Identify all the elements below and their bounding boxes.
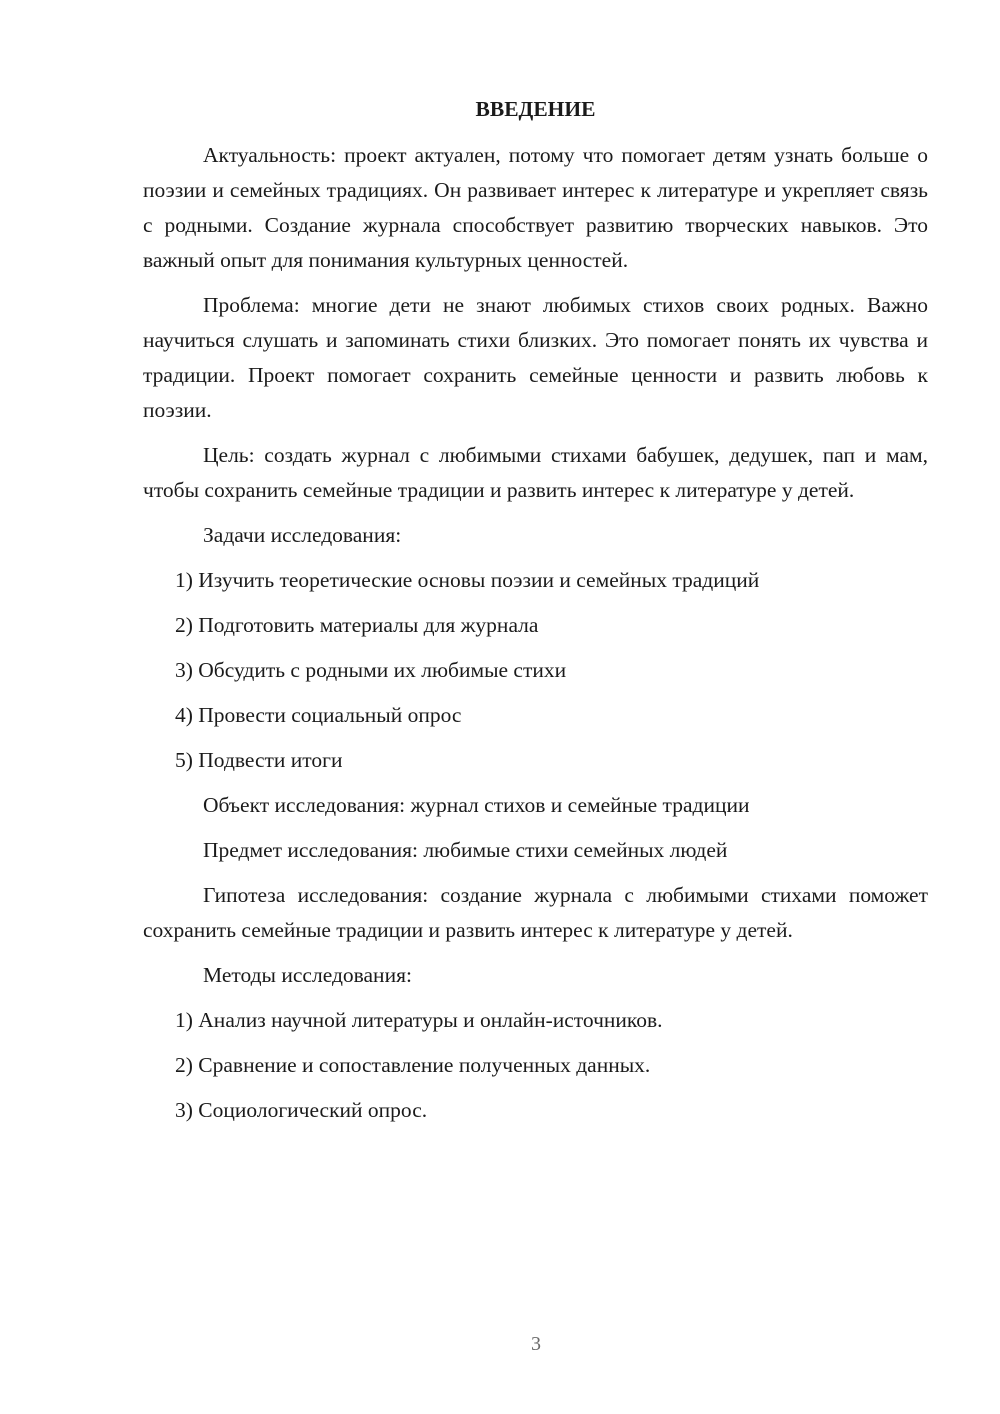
problem-paragraph: Проблема: многие дети не знают любимых стихов своих родных. Важно научиться слушать и запоминать стихи близких. Это помогает понять их чувства и традиции. Проект помогает сохранить семейные ценности и развить любовь к поэзии. (143, 293, 928, 422)
research-object: Объект исследования: журнал стихов и семейные традиции (203, 793, 750, 817)
list-item: 4) Провести социальный опрос (175, 703, 462, 727)
list-item: 5) Подвести итоги (175, 748, 343, 772)
list-item: 3) Обсудить с родными их любимые стихи (175, 658, 567, 682)
goal-paragraph: Цель: создать журнал с любимыми стихами бабушек, дедушек, пап и мам, чтобы сохранить семейные традиции и развить интерес к литературе у детей. (143, 443, 928, 502)
methods-list (143, 1003, 928, 1128)
list-item: 2) Сравнение и сопоставление полученных данных. (175, 1053, 651, 1077)
page-number: 3 (531, 1333, 541, 1355)
relevance-paragraph: Актуальность: проект актуален, потому что помогает детям узнать больше о поэзии и семейных традициях. Он развивает интерес к литературе и укрепляет связь с родными. Создание журнала способствует развитию творческих навыков. Это важный опыт для понимания культурных ценностей. (143, 143, 928, 272)
list-item: 1) Изучить теоретические основы поэзии и семейных традиций (175, 568, 760, 592)
list-item: 3) Социологический опрос. (175, 1098, 428, 1122)
methods-heading: Методы исследования: (203, 963, 412, 987)
tasks-heading: Задачи исследования: (203, 523, 402, 547)
research-subject: Предмет исследования: любимые стихи семейных людей (203, 838, 728, 862)
section-title: ВВЕДЕНИЕ (475, 97, 596, 121)
list-item: 1) Анализ научной литературы и онлайн-источников. (175, 1008, 663, 1032)
document-page (143, 92, 928, 1138)
tasks-list (143, 563, 928, 778)
hypothesis-paragraph: Гипотеза исследования: создание журнала с любимыми стихами поможет сохранить семейные традиции и развить интерес к литературе у детей. (143, 883, 928, 942)
list-item: 2) Подготовить материалы для журнала (175, 613, 539, 637)
